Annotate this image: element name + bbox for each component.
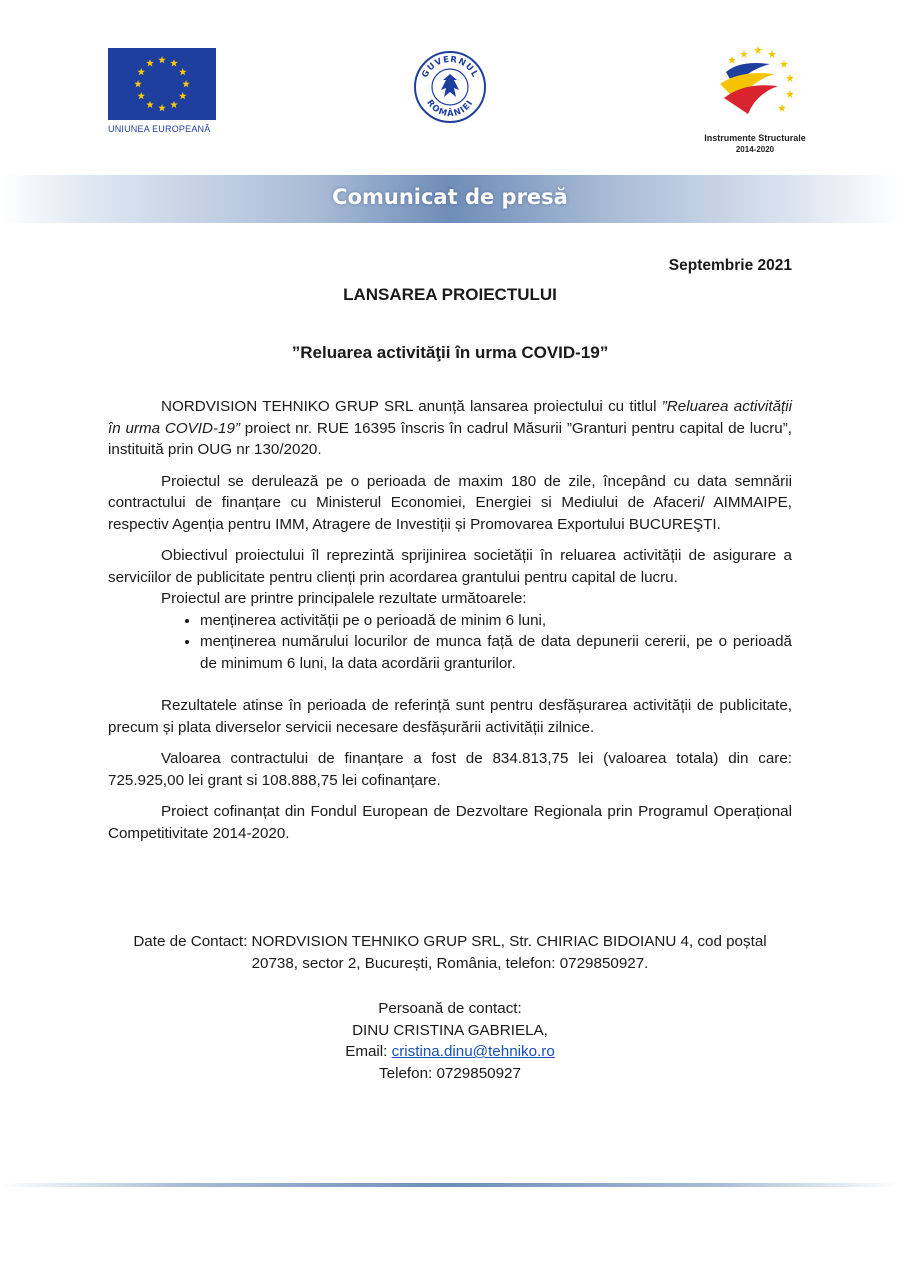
paragraph-results: Rezultatele atinse în perioada de referință sunt pentru desfășurarea activității de publicitate, precum și plata diverselor servicii necesare desfășurării activității zilnice. xyxy=(108,697,792,736)
contact-line: 20738, sector 2, București, România, telefon: 0729850927. xyxy=(251,954,649,972)
project-title: ”Reluarea activităţii în urma COVID-19” xyxy=(291,343,609,362)
is-caption-years: 2014-2020 xyxy=(735,145,775,154)
eu-caption: UNIUNEA EUROPEANĂ xyxy=(108,124,211,134)
contact-person-label: Persoană de contact: xyxy=(378,1000,522,1017)
press-release-banner xyxy=(0,175,900,223)
instrumente-structurale-logo xyxy=(700,42,810,155)
eu-star-icon xyxy=(158,56,166,63)
email-link[interactable]: cristina.dinu@tehniko.ro xyxy=(391,1043,555,1060)
eu-star-icon xyxy=(146,101,154,108)
document-body xyxy=(108,396,792,854)
eu-flag-icon xyxy=(108,48,216,120)
list-item: • menținerea activității pe o perioadă de minim 6 luni, xyxy=(200,610,792,632)
paragraph-duration: Proiectul se derulează pe o perioada de maxim 180 de zile, începând cu data semnării contractului de finanțare cu Ministerul Economiei, Energiei si Mediului de Afaceri/ AIMMAIPE, respectiv Agenția pentru IMM, Atragere de Investiții și Promovarea Exportului BUCUREŞTI. xyxy=(108,472,792,533)
eu-star-icon xyxy=(179,68,187,75)
contact-phone: Telefon: 0729850927 xyxy=(379,1064,521,1082)
eu-star-icon xyxy=(137,68,145,75)
footer-divider xyxy=(0,1183,900,1187)
paragraph-cofinancing: Proiect cofinanțat din Fondul European de Dezvoltare Regionala prin Programul Operațional Competitivitate 2014-2020. xyxy=(108,803,792,842)
eu-star-icon xyxy=(182,80,190,87)
eu-star-icon xyxy=(137,92,145,99)
instrumente-structurale-caption xyxy=(700,133,810,155)
svg-text:ROMÂNIEI: ROMÂNIEI xyxy=(424,98,476,120)
project-title-inline: ”Reluarea activității în urma COVID-19” xyxy=(108,398,792,437)
eu-logo xyxy=(108,48,216,134)
eu-star-icon xyxy=(179,92,187,99)
eu-star-icon xyxy=(158,104,166,111)
page-title: LANSAREA PROIECTULUI xyxy=(343,285,557,304)
paragraph-results-intro: Proiectul are printre principalele rezultate următoarele: xyxy=(161,590,527,607)
contact-details xyxy=(108,931,792,974)
is-caption-title: Instrumente Structurale xyxy=(704,133,806,143)
eu-star-icon xyxy=(146,59,154,66)
release-date: Septembrie 2021 xyxy=(668,257,792,274)
paragraph-value: Valoarea contractului de finanțare a fost de 834.813,75 lei (valoarea totala) din care: 725.925,00 lei grant si 108.888,75 lei cofinanțare. xyxy=(108,750,792,789)
eu-star-icon xyxy=(134,80,142,87)
paragraph-objective: Obiectivul proiectului îl reprezintă sprijinirea societății în reluarea activității de asigurare a serviciilor de publicitate pentru clienți prin acordarea grantului pentru capital de lucru. xyxy=(108,547,792,586)
contact-email-row: Email: cristina.dinu@tehniko.ro xyxy=(345,1043,555,1060)
contact-line: Date de Contact: NORDVISION TEHNIKO GRUP SRL, Str. CHIRIAC BIDOIANU 4, cod poștal xyxy=(133,933,767,950)
svg-text:GUVERNUL: GUVERNUL xyxy=(420,54,480,80)
eu-star-icon xyxy=(170,101,178,108)
instrumente-structurale-emblem-icon xyxy=(700,42,810,128)
government-seal-logo xyxy=(413,50,487,124)
contact-person xyxy=(108,998,792,1084)
list-item: • menținerea numărului locurilor de munca față de data depunerii cererii, pe o perioadă de minimum 6 luni, la data acordării granturilor. xyxy=(200,631,792,674)
paragraph-intro: NORDVISION TEHNIKO GRUP SRL anunță lansarea proiectului cu titlul ”Reluarea activității în urma COVID-19” proiect nr. RUE 16395 înscris în cadrul Măsurii ”Granturi pentru capital de lucru”, instituită prin OUG nr 130/2020. xyxy=(108,398,792,458)
eu-star-icon xyxy=(170,59,178,66)
banner-title: Comunicat de presă xyxy=(332,185,568,209)
contact-person-name: DINU CRISTINA GABRIELA, xyxy=(352,1021,548,1039)
results-list xyxy=(108,610,792,675)
